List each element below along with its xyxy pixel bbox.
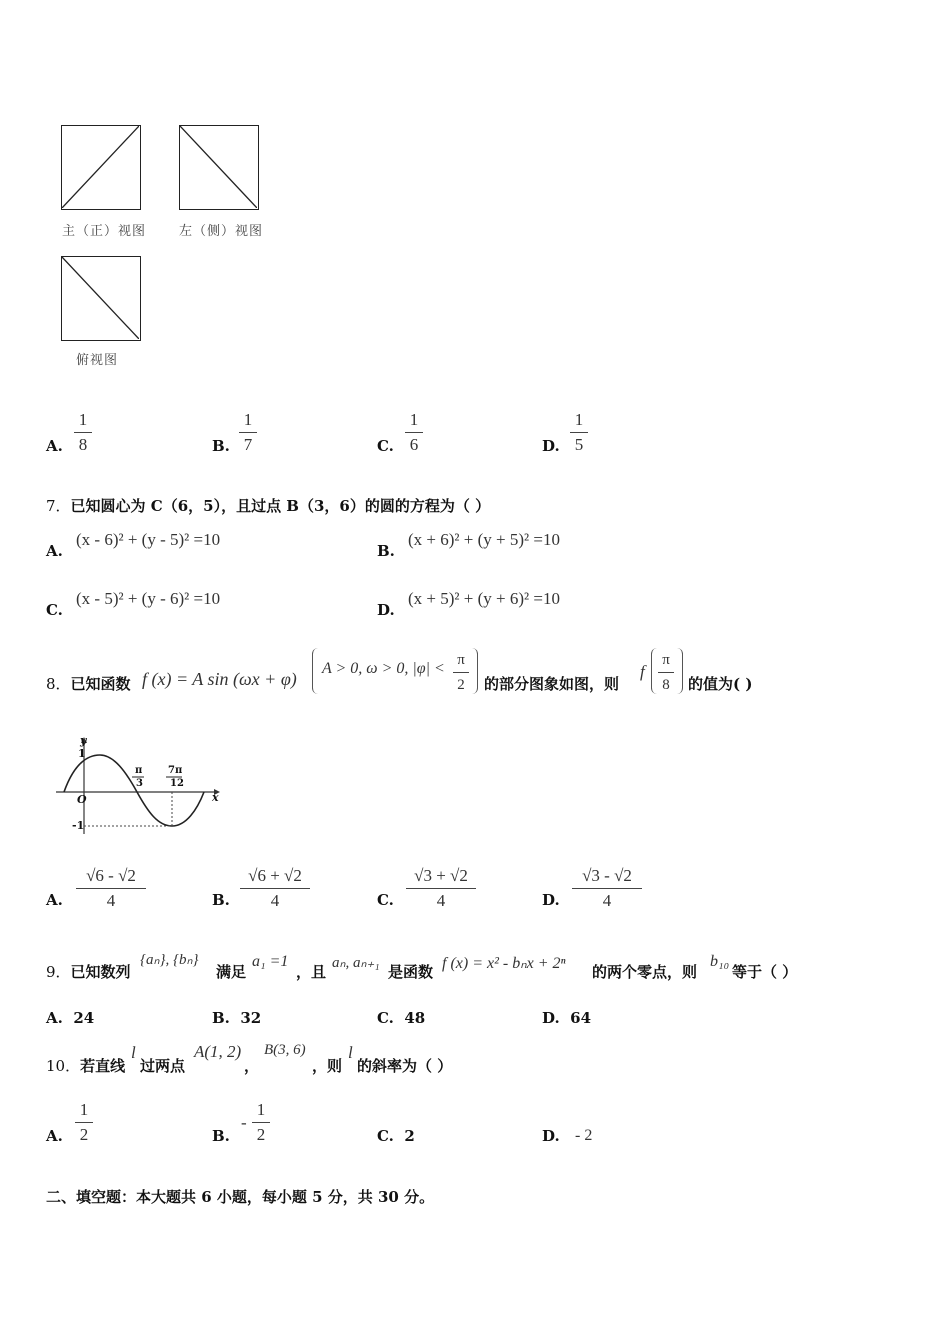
q10-text-c: ，则 — [312, 1057, 343, 1075]
q6-option-d-value: 1 5 — [570, 410, 588, 455]
q10-text-d: 的斜率为（ ） — [357, 1057, 453, 1075]
q10-comma: ， — [244, 1057, 260, 1075]
front-view-diagonal — [62, 126, 139, 208]
q9-function: f (x) = x² - bₙx + 2ⁿ — [442, 955, 566, 972]
graph-y-label: y — [80, 734, 87, 747]
graph-pi3-num: π — [135, 765, 143, 776]
section-2-heading: 二、填空题：本大题共 6 小题，每小题 5 分，共 30 分。 — [46, 1188, 435, 1206]
q10-option-a-value: 1 2 — [75, 1100, 93, 1145]
q10-l-2: l — [348, 1043, 353, 1062]
graph-sine-curve — [64, 755, 204, 826]
q10-option-d-value: - 2 — [575, 1127, 593, 1144]
q6-option-c-value: 1 6 — [405, 410, 423, 455]
q8-text-c: 的值为( ) — [688, 675, 753, 693]
q7-option-b-label: B. — [377, 542, 395, 560]
graph-origin-label: O — [77, 793, 87, 806]
q8-condition: A > 0, ω > 0, |φ| < — [322, 660, 445, 677]
q8-option-c-value: √3 + √2 4 — [406, 866, 476, 911]
graph-one-label: 1 — [78, 747, 86, 760]
graph-7pi12-den: 12 — [170, 778, 184, 789]
q9-number: 9． — [46, 963, 71, 981]
q8-f: f — [640, 662, 645, 681]
q9-sequences: {aₙ}, {bₙ} — [140, 952, 199, 968]
q8-option-d-label: D. — [542, 891, 560, 909]
q8-text-a: 已知函数 — [70, 675, 131, 693]
q7-option-b-equation: (x + 6)² + (y + 5)² =10 — [408, 530, 560, 549]
q8-function: f (x) = A sin (ωx + φ) — [142, 669, 297, 689]
q7-text: 已知圆心为 C（6，5），且过点 B（3，6）的圆的方程为（ ） — [70, 497, 491, 515]
q9-text-b: 满足 — [216, 963, 247, 981]
q8-stem-start — [46, 673, 131, 694]
q7-option-d-label: D. — [377, 601, 395, 619]
graph-7pi12-num: 7π — [168, 765, 183, 776]
q10-number: 10． — [46, 1057, 81, 1075]
top-view-diagonal — [62, 257, 139, 339]
q9-roots: aₙ, aₙ₊₁ — [332, 955, 380, 971]
q10-text-b: 过两点 — [140, 1057, 186, 1075]
q6-option-a-label: A. — [46, 437, 63, 455]
graph-neg1-label: -1 — [72, 819, 85, 832]
q8-option-d-value: √3 - √2 4 — [572, 866, 642, 911]
q9-text-a: 已知数列 — [70, 963, 131, 981]
top-view-caption: 俯视图 — [76, 353, 119, 368]
q10-option-c: C. 2 — [377, 1127, 415, 1145]
side-view-caption: 左（侧）视图 — [179, 224, 264, 239]
top-view-figure — [61, 256, 141, 341]
q6-option-a-value: 1 8 — [74, 410, 92, 455]
q10-option-d-label: D. — [542, 1127, 560, 1145]
q8-option-a-label: A. — [46, 891, 63, 909]
q9-text-c: ，且 — [296, 963, 327, 981]
q8-option-b-label: B. — [212, 891, 230, 909]
q9-text-d: 是函数 — [388, 963, 434, 981]
q9-condition: a₁ =1 — [252, 953, 289, 970]
q7-option-c-label: C. — [46, 601, 63, 619]
q7-number: 7． — [46, 497, 71, 515]
q7-stem — [46, 495, 490, 516]
q9-option-a: A. 24 — [46, 1009, 95, 1027]
q10-option-b-value: 1 2 — [252, 1100, 270, 1145]
side-view-diagonal — [180, 126, 257, 208]
q10-option-a-label: A. — [46, 1127, 63, 1145]
q9-option-c: C. 48 — [377, 1009, 426, 1027]
q8-option-b-value: √6 + √2 4 — [240, 866, 310, 911]
q7-option-a-equation: (x - 6)² + (y - 5)² =10 — [76, 530, 221, 549]
q9-b10: b₁₀ — [710, 953, 730, 970]
q9-stem-start — [46, 961, 131, 982]
q8-arg: π 8 — [658, 650, 674, 695]
q10-point-a: A(1, 2) — [194, 1042, 242, 1061]
q6-option-c-label: C. — [377, 437, 394, 455]
front-view-figure — [61, 125, 141, 210]
q9-text-f: 等于（ ） — [732, 963, 798, 981]
graph-x-label: x — [212, 791, 219, 804]
q10-option-b-label: B. — [212, 1127, 230, 1145]
front-view-caption: 主（正）视图 — [62, 224, 147, 239]
q7-option-c-equation: (x - 5)² + (y - 6)² =10 — [76, 589, 221, 608]
q9-text-e: 的两个零点，则 — [592, 963, 698, 981]
q10-stem-start — [46, 1055, 125, 1076]
q8-condition-bound: π 2 — [453, 650, 469, 695]
graph-pi3-den: 3 — [136, 778, 143, 789]
q6-option-b-value: 1 7 — [239, 410, 257, 455]
q8-number: 8． — [46, 675, 71, 693]
q7-option-a-label: A. — [46, 542, 63, 560]
q8-option-a-value: √6 - √2 4 — [76, 866, 146, 911]
side-view-figure — [179, 125, 259, 210]
q10-point-b: B(3, 6) — [264, 1042, 306, 1058]
q6-option-b-label: B. — [212, 437, 230, 455]
q8-text-b: 的部分图象如图，则 — [484, 675, 620, 693]
q10-text-a: 若直线 — [80, 1057, 126, 1075]
q10-option-b-sign: - — [241, 1113, 247, 1132]
q9-option-b: B. 32 — [212, 1009, 262, 1027]
q10-l: l — [131, 1043, 136, 1062]
q6-option-d-label: D. — [542, 437, 560, 455]
q8-option-c-label: C. — [377, 891, 394, 909]
q7-option-d-equation: (x + 5)² + (y + 6)² =10 — [408, 589, 560, 608]
q9-option-d: D. 64 — [542, 1009, 592, 1027]
